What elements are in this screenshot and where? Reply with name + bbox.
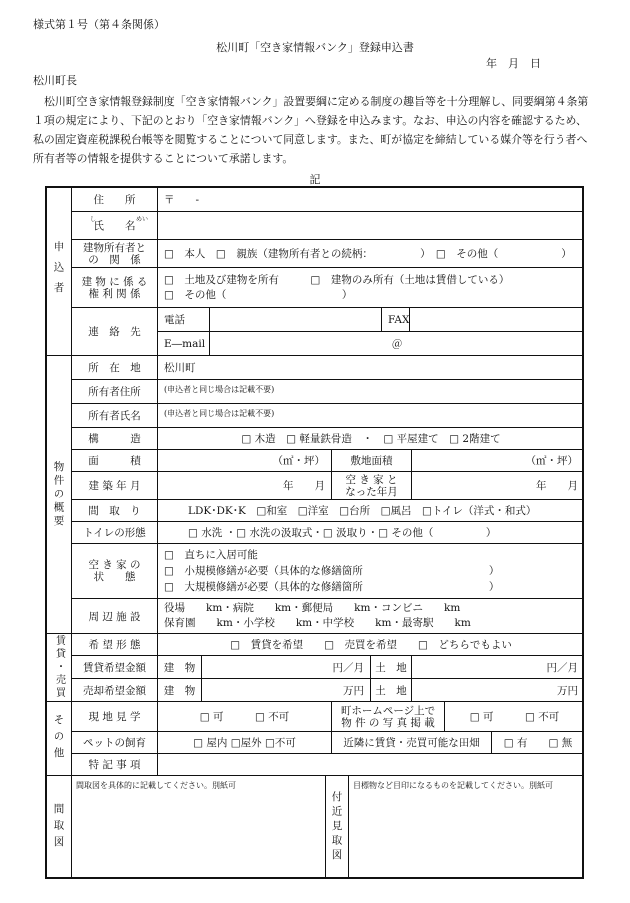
- name-label: [72, 212, 158, 240]
- relation-label-line1: 建物所有者と: [83, 241, 146, 254]
- facilities-field[interactable]: [158, 599, 584, 634]
- photo-label-line2: 物 件 の 写 真 掲 載: [341, 716, 435, 729]
- toilet-options[interactable]: □ 水洗 ・□ 水洗の汲取式・□ 汲取り・□ その他（ ）: [158, 522, 584, 544]
- application-form: [45, 186, 584, 879]
- contact-label: 連 絡 先: [72, 308, 158, 356]
- condition-label-line1: 空 き 家 の: [88, 559, 141, 571]
- rights-option-2[interactable]: □ その他（ ）: [164, 288, 353, 301]
- facilities-line-2: 保育園 km・小学校 km・中学校 km・最寄駅 km: [164, 617, 471, 629]
- addressee: 松川町長: [33, 74, 77, 87]
- location-field[interactable]: 松川町: [158, 356, 584, 380]
- rights-label: [72, 268, 158, 308]
- ki-heading: 記: [309, 173, 321, 186]
- rent-land-label: 土 地: [371, 656, 412, 679]
- phone-field[interactable]: [210, 308, 382, 332]
- condition-option-3[interactable]: □ 大規模修繕が必要（具体的な修繕箇所 ）: [164, 581, 500, 593]
- pets-label: ペットの飼育: [72, 732, 158, 754]
- toilet-label: トイレの形態: [72, 522, 158, 544]
- relation-label: [72, 240, 158, 268]
- sale-building-field[interactable]: 万円: [202, 679, 371, 702]
- section-transaction: 賃貸・売買: [47, 634, 72, 702]
- built-label: 建 築 年 月: [72, 472, 158, 500]
- owner-address-field[interactable]: (申込者と同じ場合は記載不要): [158, 380, 584, 404]
- map-label: 付近見取図: [326, 776, 349, 879]
- rights-option-1[interactable]: □ 土地及び建物を所有 □ 建物のみ所有（土地は賃借している）: [164, 273, 510, 286]
- vacant-label-line2: なった年月: [345, 485, 398, 498]
- relation-options[interactable]: □ 本人 □ 親族（建物所有者との続柄： ） □ その他（ ）: [158, 240, 584, 268]
- relation-label-line2: の 関 係: [88, 253, 141, 266]
- site-area-field[interactable]: （㎡・坪）: [412, 450, 584, 472]
- vacant-label-line1: 空 き 家 と: [345, 473, 398, 486]
- vacant-label: [332, 472, 412, 500]
- sale-building-label: 建 物: [158, 679, 202, 702]
- desired-label: 希 望 形 態: [72, 634, 158, 656]
- owner-name-label: 所有者氏名: [72, 404, 158, 428]
- farm-options[interactable]: □ 有 □ 無: [492, 732, 584, 754]
- form-number: 様式第１号（第４条関係）: [33, 18, 165, 31]
- site-area-label: 敷地面積: [332, 450, 412, 472]
- section-other: その他: [47, 702, 72, 776]
- layout-label: 間 取 り: [72, 500, 158, 522]
- name-ruby-shi: し: [90, 216, 97, 223]
- notes-label: 特 記 事 項: [72, 754, 158, 776]
- address-label: 住 所: [72, 188, 158, 212]
- sale-label: 売却希望金額: [72, 679, 158, 702]
- location-label: 所 在 地: [72, 356, 158, 380]
- owner-name-field[interactable]: (申込者と同じ場合は記載不要): [158, 404, 584, 428]
- condition-label-line2: 状 態: [93, 571, 136, 583]
- condition-options[interactable]: [158, 544, 584, 599]
- photo-label: [332, 702, 445, 732]
- floorplan-area[interactable]: 間取図を具体的に記載してください。別紙可: [72, 776, 326, 879]
- area-field[interactable]: （㎡・坪）: [158, 450, 332, 472]
- photo-options[interactable]: □ 可 □ 不可: [445, 702, 584, 732]
- facilities-label: 周 辺 施 設: [72, 599, 158, 634]
- name-label-text: 氏 名: [93, 220, 136, 232]
- pets-options[interactable]: □ 屋内 □屋外 □不可: [158, 732, 332, 754]
- structure-label: 構 造: [72, 428, 158, 450]
- built-field[interactable]: 年 月: [158, 472, 332, 500]
- farm-label: 近隣に賃貸・売買可能な田畑: [332, 732, 492, 754]
- intro-paragraph: 松川町空き家情報登録制度「空き家情報バンク」設置要綱に定める制度の趣旨等を十分理解し、同要綱第４条第１項の規定により、下記のとおり「空き家情報バンク」へ登録を申込みます。なお、申込の内容を確認するため、私の固定資産税課税台帳等を閲覧することについて同意します。また、町が協定を締結している媒介等を行う者へ所有者等の情報を提供することについて承諾します。: [33, 95, 589, 165]
- rights-label-line1: 建 物 に 係 る: [81, 275, 148, 288]
- owner-address-label: 所有者住所: [72, 380, 158, 404]
- rights-options[interactable]: [158, 268, 584, 308]
- vacant-field[interactable]: 年 月: [412, 472, 584, 500]
- rent-building-label: 建 物: [158, 656, 202, 679]
- name-field[interactable]: [158, 212, 584, 240]
- address-field[interactable]: 〒 -: [158, 188, 584, 212]
- condition-option-1[interactable]: □ 直ちに入居可能: [164, 549, 258, 561]
- viewing-label: 現 地 見 学: [72, 702, 158, 732]
- name-ruby-mei: めい: [136, 216, 149, 223]
- section-applicant: 申込者: [47, 188, 72, 356]
- facilities-line-1: 役場 km・病院 km・郵便局 km・コンビニ km: [164, 602, 461, 614]
- rent-label: 賃貸希望金額: [72, 656, 158, 679]
- desired-options[interactable]: □ 賃貸を希望 □ 売買を希望 □ どちらでもよい: [158, 634, 584, 656]
- viewing-options[interactable]: □ 可 □ 不可: [158, 702, 332, 732]
- email-label: E―mail: [158, 332, 210, 356]
- section-property: 物件の概要: [47, 356, 72, 634]
- fax-field[interactable]: [410, 308, 584, 332]
- sale-land-label: 土 地: [371, 679, 412, 702]
- condition-label: [72, 544, 158, 599]
- email-field[interactable]: ＠: [210, 332, 584, 356]
- structure-options[interactable]: □ 木造 □ 軽量鉄骨造 ・ □ 平屋建て □ 2階建て: [158, 428, 584, 450]
- fax-label: FAX: [382, 308, 410, 332]
- phone-label: 電話: [158, 308, 210, 332]
- floorplan-label: 間取図: [47, 776, 72, 879]
- rent-building-field[interactable]: 円／月: [202, 656, 371, 679]
- map-area[interactable]: 目標物など目印になるものを記載してください。別紙可: [353, 781, 553, 790]
- rights-label-line2: 権 利 関 係: [88, 287, 141, 300]
- rent-land-field[interactable]: 円／月: [412, 656, 584, 679]
- sale-land-field[interactable]: 万円: [412, 679, 584, 702]
- layout-options[interactable]: LDK･DK･K □和室 □洋室 □台所 □風呂 □トイレ（洋式・和式）: [158, 500, 584, 522]
- date-line: 年 月 日: [486, 57, 541, 70]
- photo-label-line1: 町ホームページ上で: [340, 704, 436, 717]
- page-title: 松川町「空き家情報バンク」登録申込書: [216, 41, 414, 54]
- notes-field[interactable]: [158, 754, 584, 776]
- condition-option-2[interactable]: □ 小規模修繕が必要（具体的な修繕箇所 ）: [164, 565, 500, 577]
- area-label: 面 積: [72, 450, 158, 472]
